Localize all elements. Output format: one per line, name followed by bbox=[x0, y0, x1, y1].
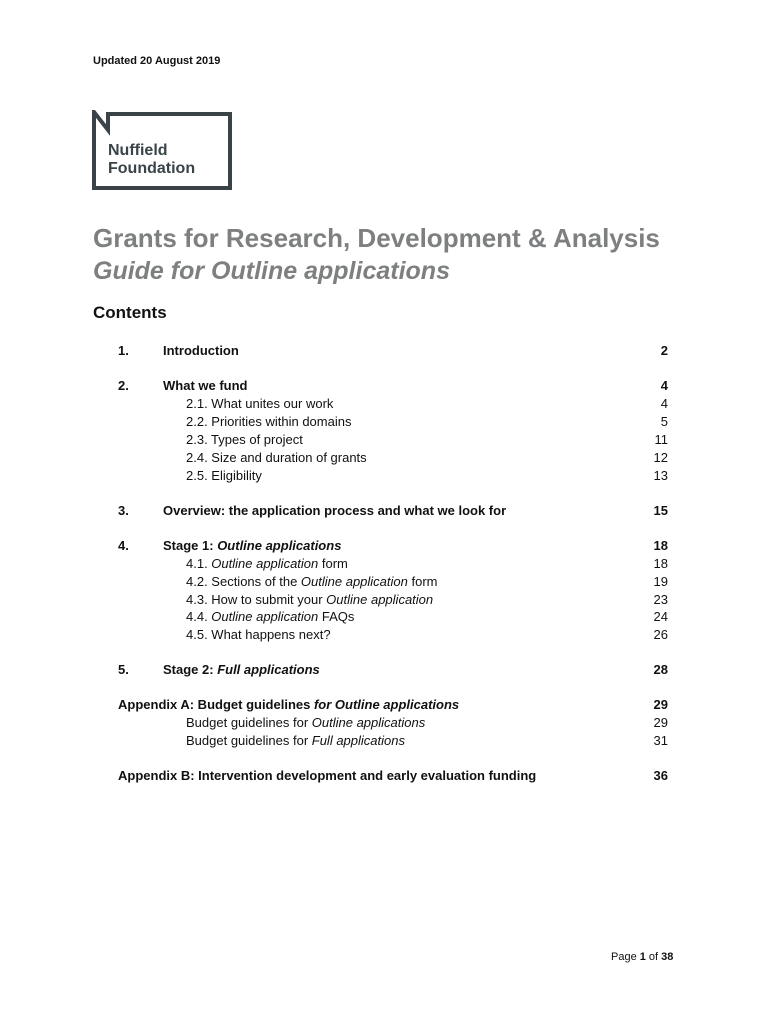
toc-section-2-label[interactable]: What we fund bbox=[163, 378, 248, 393]
toc-subsection-page: 18 bbox=[653, 556, 668, 571]
toc-subsection-prefix: 4.2. Sections of the bbox=[186, 574, 301, 589]
toc-section-5-label-emphasis: Full applications bbox=[217, 662, 320, 677]
toc-subsection-page: 26 bbox=[653, 627, 668, 642]
toc-section-4-label[interactable] bbox=[163, 537, 341, 555]
toc-subsection-page: 29 bbox=[653, 715, 668, 730]
toc-appendix-a-label-prefix: Appendix A: Budget guidelines bbox=[118, 697, 314, 712]
toc-subsection-prefix: 4.1. bbox=[186, 556, 212, 571]
toc-subsection-page: 11 bbox=[654, 432, 668, 447]
toc-subsection-prefix: Budget guidelines for bbox=[186, 733, 312, 748]
toc-section-2-page: 4 bbox=[660, 378, 668, 393]
toc-subsection-label[interactable]: 2.1. What unites our work bbox=[186, 396, 334, 411]
toc-section-5-label[interactable] bbox=[163, 661, 320, 679]
toc-subsection-prefix: 4.4. bbox=[186, 609, 212, 624]
nuffield-foundation-logo bbox=[92, 110, 232, 190]
toc-section-1-label[interactable]: Introduction bbox=[163, 343, 239, 358]
toc-subsection-page: 5 bbox=[660, 414, 668, 429]
toc-subsection-emphasis: Full applications bbox=[311, 733, 405, 748]
toc-section-4-label-emphasis: Outline applications bbox=[217, 538, 342, 553]
footer-page-prefix: Page bbox=[611, 951, 640, 963]
toc-subsection-label[interactable]: 2.2. Priorities within domains bbox=[186, 414, 352, 429]
logo-line-1: Nuffield bbox=[108, 142, 168, 159]
footer-total-pages: 38 bbox=[661, 951, 674, 963]
toc-subsection-page: 4 bbox=[660, 396, 668, 411]
document-title: Grants for Research, Development & Analysis bbox=[93, 223, 660, 253]
toc-section-1-number: 1. bbox=[118, 343, 129, 358]
toc-subsection-page: 31 bbox=[653, 733, 668, 748]
toc-subsection-label[interactable] bbox=[186, 626, 331, 644]
toc-subsection-prefix: 4.5. What happens next? bbox=[186, 627, 331, 642]
toc-subsection-suffix: form bbox=[318, 556, 348, 571]
toc-subsection-label[interactable]: 2.5. Eligibility bbox=[186, 468, 262, 483]
toc-section-4-number: 4. bbox=[118, 538, 129, 553]
toc-section-5-page: 28 bbox=[653, 662, 668, 677]
toc-subsection-label[interactable]: 2.4. Size and duration of grants bbox=[186, 450, 367, 465]
toc-subsection-emphasis: Outline application bbox=[300, 574, 408, 589]
document-subtitle: Guide for Outline applications bbox=[93, 257, 450, 285]
toc-section-1-page: 2 bbox=[660, 343, 668, 358]
toc-subsection-emphasis: Outline application bbox=[211, 609, 319, 624]
contents-heading: Contents bbox=[93, 303, 167, 322]
toc-section-4-label-prefix: Stage 1: bbox=[163, 538, 218, 553]
toc-subsection-suffix: FAQs bbox=[318, 609, 355, 624]
toc-appendix-a-page: 29 bbox=[653, 697, 668, 712]
toc-subsection-label[interactable] bbox=[186, 608, 354, 626]
toc-subsection-page: 13 bbox=[653, 468, 668, 483]
toc-subsection-page: 19 bbox=[653, 574, 668, 589]
toc-subsection-prefix: 4.3. How to submit your bbox=[186, 592, 327, 607]
toc-subsection-emphasis: Outline application bbox=[211, 556, 319, 571]
toc-section-5-label-prefix: Stage 2: bbox=[163, 662, 218, 677]
toc-section-4-page: 18 bbox=[653, 538, 668, 553]
toc-subsection-page: 23 bbox=[653, 592, 668, 607]
toc-section-3-page: 15 bbox=[653, 503, 668, 518]
logo-line-2: Foundation bbox=[108, 160, 196, 177]
updated-date: Updated 20 August 2019 bbox=[93, 55, 221, 67]
footer-current-page: 1 bbox=[639, 951, 646, 963]
logo-text bbox=[108, 142, 195, 178]
toc-subsection-label[interactable] bbox=[186, 714, 425, 732]
toc-subsection-suffix: form bbox=[407, 574, 438, 589]
toc-subsection-label[interactable] bbox=[186, 732, 405, 750]
toc-section-3-number: 3. bbox=[118, 503, 129, 518]
toc-section-2-number: 2. bbox=[118, 378, 129, 393]
toc-subsection-page: 24 bbox=[653, 609, 668, 624]
toc-appendix-a-label-emphasis: for Outline applications bbox=[313, 697, 460, 712]
toc-section-5-number: 5. bbox=[118, 662, 129, 677]
toc-subsection-emphasis: Outline application bbox=[326, 592, 434, 607]
toc-subsection-emphasis: Outline applications bbox=[311, 715, 426, 730]
footer-of: of bbox=[645, 951, 662, 963]
toc-appendix-b-page: 36 bbox=[653, 768, 668, 783]
toc-subsection-label[interactable] bbox=[186, 555, 348, 573]
toc-subsection-label[interactable]: 2.3. Types of project bbox=[186, 432, 303, 447]
toc-subsection-label[interactable] bbox=[186, 591, 433, 609]
toc-section-3-label[interactable]: Overview: the application process and what we look for bbox=[163, 503, 507, 518]
toc-appendix-a-label[interactable] bbox=[118, 696, 459, 714]
toc-subsection-page: 12 bbox=[653, 450, 668, 465]
toc-appendix-b-label[interactable]: Appendix B: Intervention development and early evaluation funding bbox=[118, 768, 537, 783]
page-footer bbox=[611, 951, 673, 963]
toc-subsection-prefix: Budget guidelines for bbox=[186, 715, 312, 730]
toc-subsection-label[interactable] bbox=[186, 573, 438, 591]
